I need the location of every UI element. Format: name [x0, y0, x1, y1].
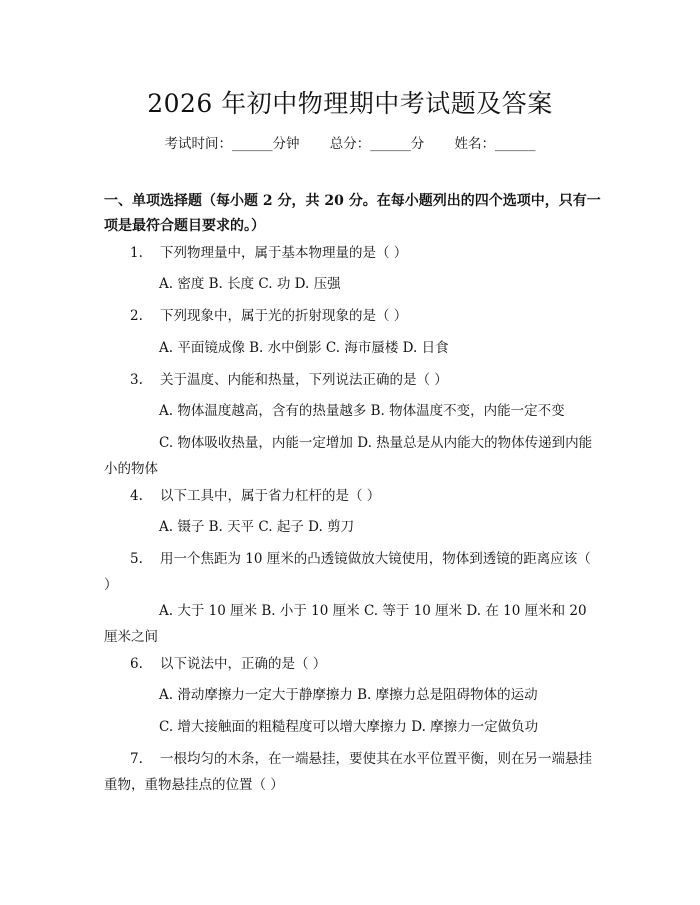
question-6-options-cd: C. 增大接触面的粗糙程度可以增大摩擦力 D. 摩擦力一定做负功: [159, 719, 539, 735]
exam-info-line: [0, 132, 700, 152]
total-score-field: 总分：______分: [329, 136, 425, 152]
question-4: [104, 483, 600, 509]
question-stem: 一根均匀的木条，在一端悬挂，要使其在水平位置平衡，则在另一端悬挂重物，重物悬挂点的位置（ ）: [104, 751, 592, 793]
name-field: 姓名：______: [454, 136, 536, 152]
question-5: [104, 546, 600, 598]
exam-time-field: 考试时间：______分钟: [164, 136, 300, 152]
question-number: 4.: [130, 488, 143, 504]
question-number: 5.: [130, 551, 143, 567]
question-stem: 关于温度、内能和热量，下列说法正确的是（ ）: [160, 372, 448, 388]
question-6: [104, 651, 600, 677]
question-stem: 下列物理量中，属于基本物理量的是（ ）: [160, 245, 408, 261]
question-number: 7.: [130, 751, 143, 767]
question-number: 3.: [130, 372, 143, 388]
question-4-options: A. 镊子 B. 天平 C. 起子 D. 剪刀: [159, 519, 355, 535]
question-5-options: A. 大于 10 厘米 B. 小于 10 厘米 C. 等于 10 厘米 D. 在 10 厘米和 20 厘米之间: [104, 603, 587, 645]
question-stem: 以下说法中，正确的是（ ）: [160, 656, 327, 672]
page-title: 2026 年初中物理期中考试题及答案: [147, 89, 553, 118]
question-stem: 以下工具中，属于省力杠杆的是（ ）: [160, 488, 381, 504]
question-number: 1.: [130, 245, 143, 261]
question-stem: 下列现象中，属于光的折射现象的是（ ）: [160, 308, 408, 324]
question-6-options-ab: A. 滑动摩擦力一定大于静摩擦力 B. 摩擦力总是阻碍物体的运动: [159, 687, 538, 703]
question-2: [104, 303, 600, 329]
question-7: [104, 746, 600, 798]
question-3-options-ab: A. 物体温度越高，含有的热量越多 B. 物体温度不变，内能一定不变: [159, 403, 565, 419]
question-2-options: A. 平面镜成像 B. 水中倒影 C. 海市蜃楼 D. 日食: [159, 340, 449, 356]
section-heading: 一、单项选择题（每小题 2 分，共 20 分。在每小题列出的四个选项中，只有一项是最符合题目要求的。）: [104, 193, 601, 234]
question-number: 6.: [130, 656, 143, 672]
question-3: [104, 367, 600, 393]
question-3-options-cd: C. 物体吸收热量，内能一定增加 D. 热量总是从内能大的物体传递到内能小的物体: [104, 435, 593, 477]
question-1: [104, 240, 600, 266]
question-stem: 用一个焦距为 10 厘米的凸透镜做放大镜使用，物体到透镜的距离应该（ ）: [104, 551, 591, 593]
question-number: 2.: [130, 308, 143, 324]
question-1-options: A. 密度 B. 长度 C. 功 D. 压强: [159, 276, 341, 292]
